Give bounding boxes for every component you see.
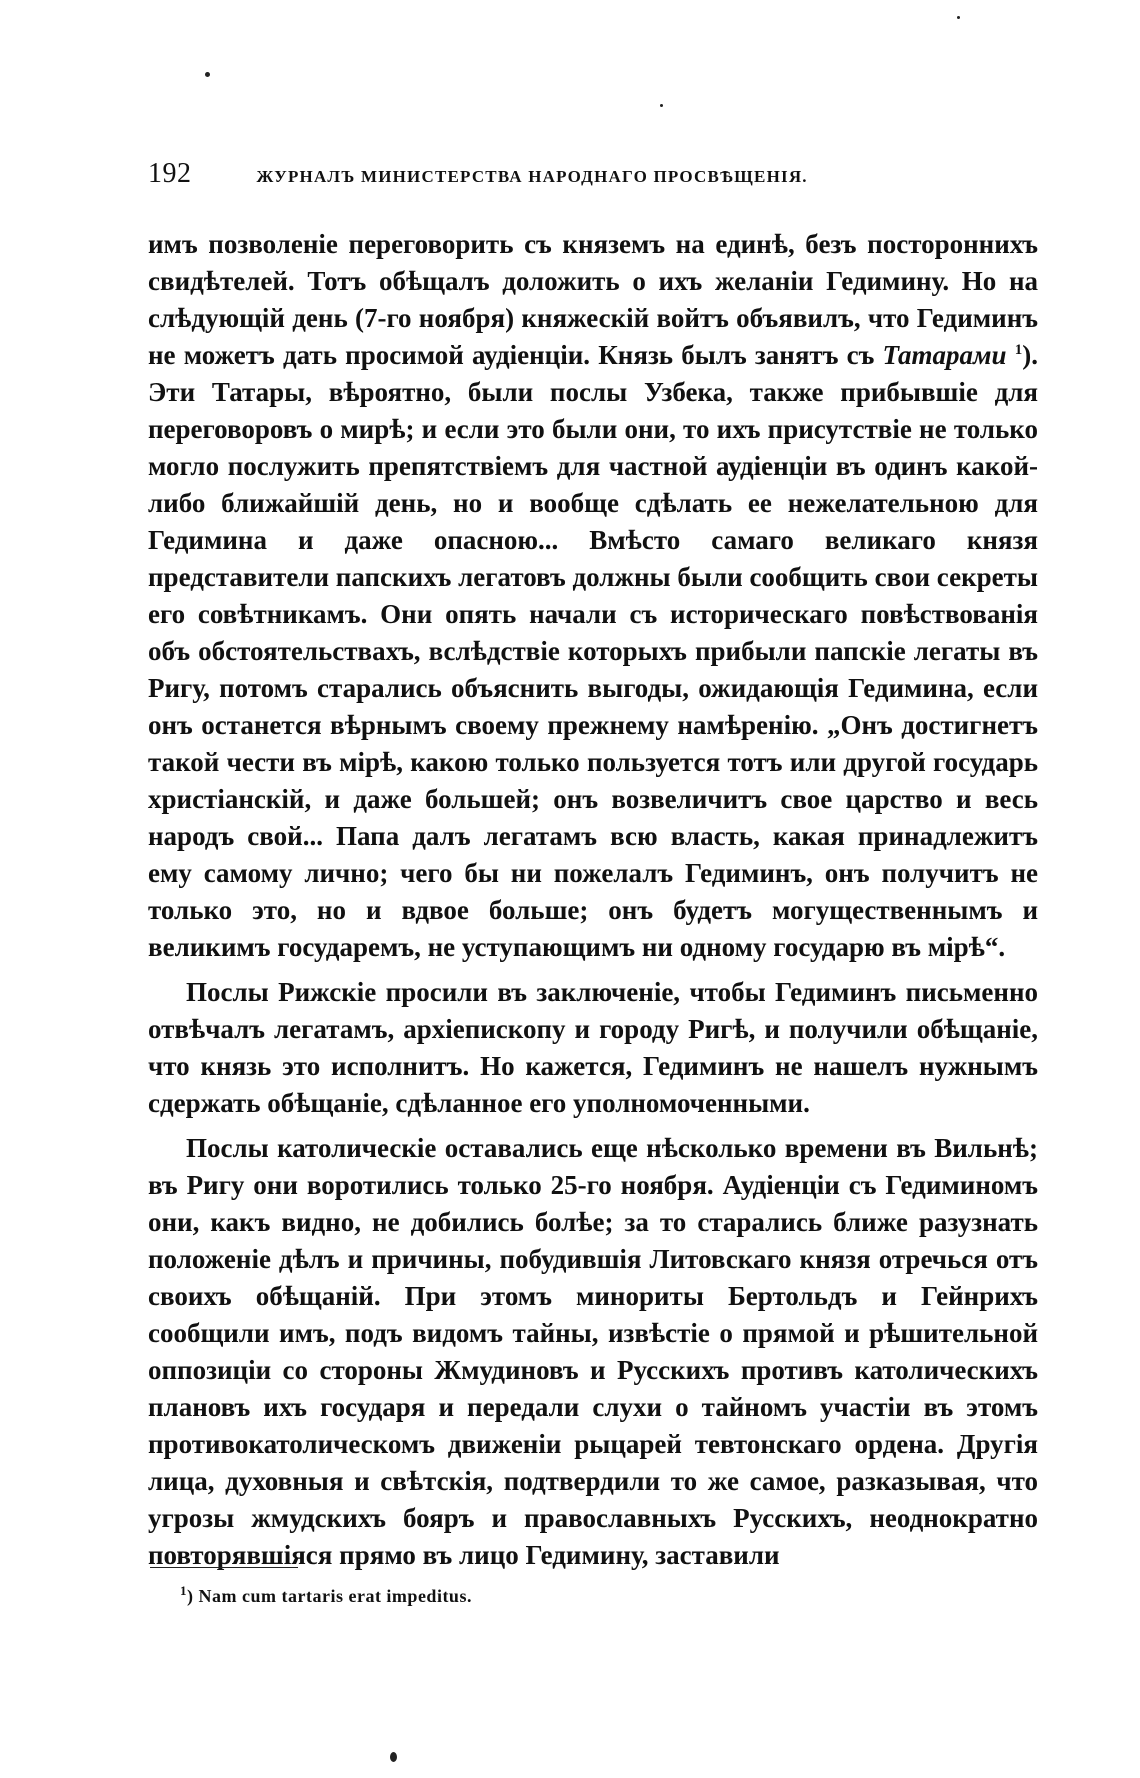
paragraph-1-text-start: имъ позволеніе переговорить съ княземъ на единѣ, безъ постороннихъ свидѣтелей. Тотъ обѣщалъ доложить о ихъ желаніи Гедимину. Но на слѣдующій день (7-го ноября) княжескій войтъ объявилъ, что Гедиминъ не можетъ дать просимой аудіенціи. Князь былъ занятъ съ	[148, 229, 1038, 370]
running-title: ЖУРНАЛЪ МИНИСТЕРСТВА НАРОДНАГО ПРОСВѢЩЕНІЯ.	[256, 167, 808, 186]
footnote-number-paren: )	[187, 1586, 194, 1606]
footnote	[180, 1583, 472, 1607]
paragraph-1	[148, 226, 1038, 966]
page-header	[148, 158, 928, 198]
italic-word: Татарами	[882, 340, 1007, 370]
main-text	[148, 226, 1038, 1574]
footnote-number: 1	[180, 1583, 187, 1598]
page-number: 192	[148, 158, 192, 189]
footnote-text: Nam cum tartaris erat impeditus.	[198, 1586, 472, 1606]
paragraph-2: Послы Рижскіе просили въ заключеніе, чтобы Гедиминъ письменно отвѣчалъ легатамъ, архіепископу и городу Ригѣ, и получили обѣщаніе, что князь это исполнитъ. Но кажется, Гедиминъ не нашелъ нужнымъ сдержать обѣщаніе, сдѣланное его уполномоченными.	[148, 977, 1038, 1118]
paragraph-1-text-end: ). Эти Татары, вѣроятно, были послы Узбека, также прибывшіе для переговоровъ о мирѣ; и если это были они, то ихъ присутствіе не только могло послужить препятствіемъ для частной аудіенціи въ одинъ какой-либо ближайшій день, но и вообще сдѣлать ее нежелательною для Гедимина и даже опасною... Вмѣсто самаго великаго князя представители папскихъ легатовъ должны были сообщить свои секреты его совѣтникамъ. Они опять начали съ историческаго повѣствованія объ обстоятельствахъ, вслѣдствіе которыхъ прибыли папскіе легаты въ Ригу, потомъ старались объяснить выгоды, ожидающія Гедимина, если онъ останется вѣрнымъ своему прежнему намѣренію. „Онъ достигнетъ такой чести въ мірѣ, какою только пользуется тотъ или другой государь христіанскій, и даже большей; онъ возвеличитъ свое царство и весь народъ свой... Папа далъ легатамъ всю власть, какая принадлежитъ ему самому лично; чего бы ни пожелалъ Гедиминъ, онъ получитъ не только это, но и вдвое больше; онъ будетъ могущественнымъ и великимъ государемъ, не уступающимъ ни одному государю въ мірѣ“.	[148, 340, 1038, 962]
paragraph-3: Послы католическіе оставались еще нѣсколько времени въ Вильнѣ; въ Ригу они воротились только 25-го ноября. Аудіенціи съ Гедиминомъ они, какъ видно, не добились болѣе; за то старались ближе разузнать положеніе дѣлъ и причины, побудившія Литовскаго князя отречься отъ своихъ обѣщаній. При этомъ минориты Бертольдъ и Гейнрихъ сообщили имъ, подъ видомъ тайны, извѣстіе о прямой и рѣшительной оппозиціи со стороны Жмудиновъ и Русскихъ противъ католическихъ плановъ ихъ государя и передали слухи о тайномъ участіи въ этомъ противокатолическомъ движеніи рыцарей тевтонскаго ордена. Другія лица, духовныя и свѣтскія, подтвердили то же самое, разказывая, что угрозы жмудскихъ бояръ и православныхъ Русскихъ, неоднократно повторявшіяся прямо въ лицо Гедимину, заставили	[148, 1133, 1038, 1570]
footnote-reference: 1	[1014, 342, 1023, 358]
scan-speck	[390, 1752, 397, 1762]
scan-speck	[205, 72, 210, 77]
footnote-divider	[150, 1567, 298, 1568]
scan-speck	[957, 16, 960, 19]
scan-speck	[660, 104, 663, 107]
